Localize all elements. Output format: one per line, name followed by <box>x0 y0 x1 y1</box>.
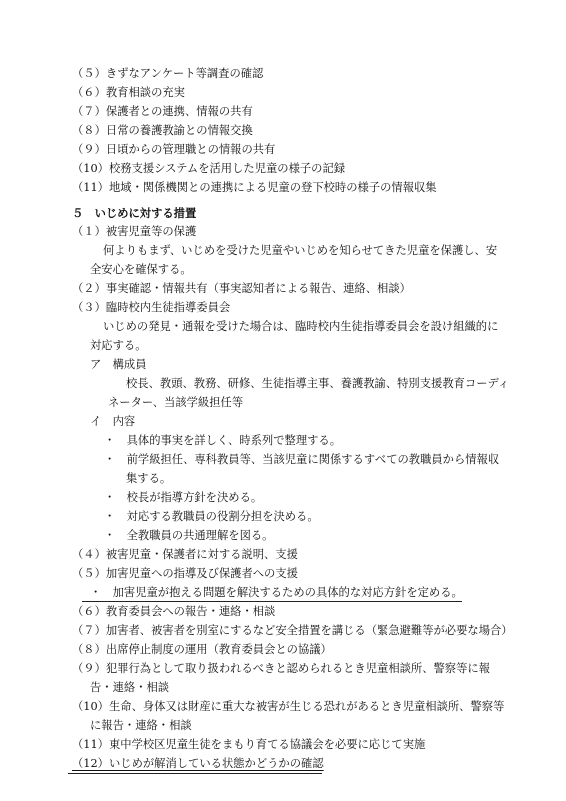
paragraph-line: 全安心を確保する。 <box>90 263 192 276</box>
underline-rule <box>68 773 322 774</box>
sub-item-title: イ 内容 <box>90 415 136 428</box>
subsection-title: （12）いじめが解消している状態かどうかの確認 <box>72 757 324 770</box>
bullet-item: ・ 加害児童が抱える問題を解決するための具体的な対応方針を定める。 <box>90 586 463 599</box>
list-item: （８）日常の養護教諭との情報交換 <box>72 124 253 137</box>
underline-rule <box>82 601 462 602</box>
paragraph-line: 何よりもまず、いじめを受けた児童やいじめを知らせてきた児童を保護し、安 <box>103 244 498 257</box>
bullet-item-continuation: 集する。 <box>126 472 172 485</box>
subsection-title: （８）出席停止制度の運用（教育委員会との協議） <box>72 643 332 656</box>
paragraph-line: いじめの発見・通報を受けた場合は、臨時校内生徒指導委員会を設け組織的に <box>103 320 499 333</box>
list-item: （７）保護者との連携、情報の共有 <box>72 105 253 118</box>
subsection-title: （２）事実確認・情報共有（事実認知者による報告、連絡、相談） <box>72 282 411 295</box>
paragraph-line: に報告・連絡・相談 <box>90 719 192 732</box>
bullet-item: ・ 対応する教職員の役割分担を決める。 <box>104 510 319 523</box>
subsection-title: （３）臨時校内生徒指導委員会 <box>72 301 231 314</box>
bullet-item: ・ 具体的事実を詳しく、時系列で整理する。 <box>104 434 342 447</box>
list-item: （10）校務支援システムを活用した児童の様子の記録 <box>72 162 346 175</box>
sub-item-title: ア 構成員 <box>90 358 147 371</box>
list-item: （９）日頃からの管理職との情報の共有 <box>72 143 276 156</box>
subsection-title: （11）東中学校区児童生徒をまもり育てる協議会を必要に応じて実施 <box>72 738 426 751</box>
subsection-title: （10）生命、身体又は財産に重大な被害が生じる恐れがあるとき児童相談所、警察等 <box>72 700 505 713</box>
subsection-title: （１）被害児童等の保護 <box>72 225 197 238</box>
paragraph-line: 告・連絡・相談 <box>90 681 170 694</box>
bullet-item: ・ 前学級担任、専科教員等、当該児童に関係するすべての教職員から情報収 <box>104 453 500 466</box>
section-heading: ５ いじめに対する措置 <box>72 206 197 220</box>
paragraph-line: 対応する。 <box>90 339 147 352</box>
list-item: （５）きずなアンケート等調査の確認 <box>72 67 264 80</box>
subsection-title: （９）犯罪行為として取り扱われるべきと認められるとき児童相談所、警察等に報 <box>72 662 490 675</box>
bullet-item: ・ 全教職員の共通理解を図る。 <box>104 529 274 542</box>
subsection-title: （４）被害児童・保護者に対する説明、支援 <box>72 548 298 561</box>
paragraph-line: 校長、教頭、教務、研修、生徒指導主事、養護教諭、特別支援教育コーディ <box>126 377 510 390</box>
bullet-item: ・ 校長が指導方針を決める。 <box>104 491 263 504</box>
subsection-title: （５）加害児童への指導及び保護者への支援 <box>72 567 298 580</box>
list-item: （11）地域・関係機関との連携による児童の登下校時の様子の情報収集 <box>72 181 437 194</box>
subsection-title: （７）加害者、被害者を別室にするなど安全措置を講じる（緊急避難等が必要な場合） <box>72 624 513 637</box>
subsection-title: （６）教育委員会への報告・連絡・相談 <box>72 605 276 618</box>
paragraph-line: ネーター、当該学級担任等 <box>108 396 244 409</box>
list-item: （６）教育相談の充実 <box>72 86 185 99</box>
